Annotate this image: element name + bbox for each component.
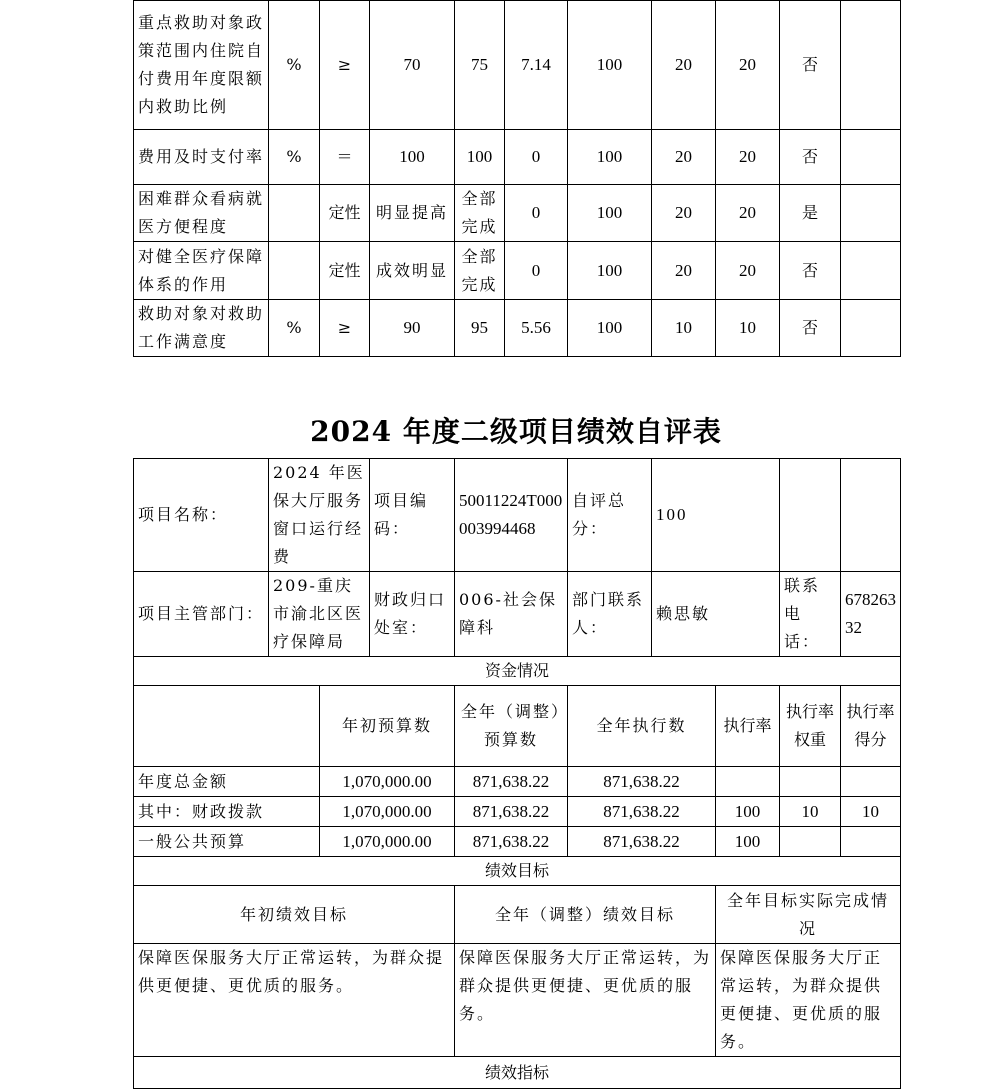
indicator-score: 20 xyxy=(716,185,780,242)
indicator-name: 救助对象对救助工作满意度 xyxy=(134,300,269,357)
fund-executed: 871,638.22 xyxy=(568,767,716,797)
fund-score: 10 xyxy=(841,797,901,827)
indicator-unit: % xyxy=(269,1,320,130)
indicator-extra xyxy=(841,300,901,357)
fund-rate xyxy=(716,767,780,797)
indicators-section-label: 绩效指标 xyxy=(134,1057,901,1089)
fund-weight xyxy=(780,767,841,797)
indicator-unit xyxy=(269,185,320,242)
indicator-name: 对健全医疗保障体系的作用 xyxy=(134,242,269,300)
indicator-operator: ≥ xyxy=(320,300,370,357)
indicator-score: 20 xyxy=(716,242,780,300)
indicator-deviation: 0 xyxy=(505,185,568,242)
project-code-value: 50011224T000003994468 xyxy=(455,459,568,572)
page-title: 2024 年度二级项目绩效自评表 xyxy=(310,415,722,448)
fund-adjusted: 871,638.22 xyxy=(455,767,568,797)
fund-adjusted: 871,638.22 xyxy=(455,797,568,827)
dept-label: 项目主管部门： xyxy=(134,572,269,657)
fund-initial: 1,070,000.00 xyxy=(320,797,455,827)
header-initial-goal: 年初绩效目标 xyxy=(134,886,455,944)
indicator-rate: 100 xyxy=(568,300,652,357)
adjusted-goal-text: 保障医保服务大厅正常运转，为群众提供更便捷、更优质的服务。 xyxy=(455,944,716,1057)
table-row xyxy=(134,300,901,357)
indicator-target: 成效明显 xyxy=(370,242,455,300)
indicator-extra xyxy=(841,185,901,242)
fund-executed: 871,638.22 xyxy=(568,827,716,857)
project-info-row xyxy=(134,459,901,572)
table-row xyxy=(134,130,901,185)
fund-weight: 10 xyxy=(780,797,841,827)
indicator-actual: 全部完成 xyxy=(455,242,505,300)
indicator-score: 20 xyxy=(716,1,780,130)
indicator-weight: 20 xyxy=(652,130,716,185)
section-header xyxy=(134,1057,901,1089)
fund-score xyxy=(841,767,901,797)
indicator-target: 90 xyxy=(370,300,455,357)
indicator-target: 明显提高 xyxy=(370,185,455,242)
indicator-weight: 20 xyxy=(652,242,716,300)
indicator-operator: ＝ xyxy=(320,130,370,185)
table-row xyxy=(134,797,901,827)
phone-label: 联系电话： xyxy=(780,572,841,657)
project-name-value: 2024 年医保大厅服务窗口运行经费 xyxy=(269,459,370,572)
header-initial-budget: 年初预算数 xyxy=(320,686,455,767)
indicator-unit: % xyxy=(269,300,320,357)
contact-value: 赖思敏 xyxy=(652,572,780,657)
table-row xyxy=(134,1,901,130)
indicator-rate: 100 xyxy=(568,1,652,130)
goals-section-label: 绩效目标 xyxy=(134,857,901,886)
indicator-extra xyxy=(841,130,901,185)
table-row xyxy=(134,185,901,242)
indicator-extra xyxy=(841,1,901,130)
goals-header-row xyxy=(134,886,901,944)
fund-row-label: 其中：财政拨款 xyxy=(134,797,320,827)
indicator-unit xyxy=(269,242,320,300)
table-row xyxy=(134,767,901,797)
self-score-label: 自评总分： xyxy=(568,459,652,572)
indicator-operator: 定性 xyxy=(320,242,370,300)
initial-goal-text: 保障医保服务大厅正常运转，为群众提供更便捷、更优质的服务。 xyxy=(134,944,455,1057)
fund-initial: 1,070,000.00 xyxy=(320,827,455,857)
header-actual-completion: 全年目标实际完成情况 xyxy=(716,886,901,944)
section-header xyxy=(134,857,901,886)
goals-value-row xyxy=(134,944,901,1057)
indicator-rate: 100 xyxy=(568,130,652,185)
indicator-flag: 否 xyxy=(780,300,841,357)
header-exec-weight: 执行率权重 xyxy=(780,686,841,767)
dept-info-row xyxy=(134,572,901,657)
indicator-rate: 100 xyxy=(568,242,652,300)
header-exec-rate: 执行率 xyxy=(716,686,780,767)
indicator-target: 100 xyxy=(370,130,455,185)
self-evaluation-table xyxy=(133,458,901,1089)
indicator-unit: % xyxy=(269,130,320,185)
indicator-deviation: 0 xyxy=(505,130,568,185)
fund-rate: 100 xyxy=(716,797,780,827)
phone-value: 67826332 xyxy=(841,572,901,657)
indicator-target: 70 xyxy=(370,1,455,130)
indicator-name: 困难群众看病就医方便程度 xyxy=(134,185,269,242)
project-code-label: 项目编码： xyxy=(370,459,455,572)
section-header xyxy=(134,657,901,686)
fund-row-label: 年度总金额 xyxy=(134,767,320,797)
indicator-name: 重点救助对象政策范围内住院自付费用年度限额内救助比例 xyxy=(134,1,269,130)
indicator-actual: 75 xyxy=(455,1,505,130)
fund-executed: 871,638.22 xyxy=(568,797,716,827)
contact-label: 部门联系人： xyxy=(568,572,652,657)
indicator-weight: 20 xyxy=(652,185,716,242)
office-value: 006-社会保障科 xyxy=(455,572,568,657)
indicator-flag: 否 xyxy=(780,242,841,300)
indicator-deviation: 7.14 xyxy=(505,1,568,130)
table-row xyxy=(134,242,901,300)
header-adjusted-budget: 全年（调整）预算数 xyxy=(455,686,568,767)
fund-weight xyxy=(780,827,841,857)
indicator-flag: 否 xyxy=(780,1,841,130)
indicator-extra xyxy=(841,242,901,300)
header-executed: 全年执行数 xyxy=(568,686,716,767)
project-name-label: 项目名称： xyxy=(134,459,269,572)
indicator-flag: 是 xyxy=(780,185,841,242)
indicator-deviation: 0 xyxy=(505,242,568,300)
indicator-table-continued xyxy=(133,0,901,357)
indicator-actual: 全部完成 xyxy=(455,185,505,242)
indicator-operator: ≥ xyxy=(320,1,370,130)
header-exec-score: 执行率得分 xyxy=(841,686,901,767)
actual-completion-text: 保障医保服务大厅正常运转，为群众提供更便捷、更优质的服务。 xyxy=(716,944,901,1057)
fund-rate: 100 xyxy=(716,827,780,857)
header-adjusted-goal: 全年（调整）绩效目标 xyxy=(455,886,716,944)
funds-section-label: 资金情况 xyxy=(134,657,901,686)
indicator-weight: 20 xyxy=(652,1,716,130)
indicator-flag: 否 xyxy=(780,130,841,185)
indicator-deviation: 5.56 xyxy=(505,300,568,357)
self-score-value: 100 xyxy=(652,459,780,572)
table-row xyxy=(134,827,901,857)
fund-adjusted: 871,638.22 xyxy=(455,827,568,857)
indicator-score: 10 xyxy=(716,300,780,357)
indicator-actual: 95 xyxy=(455,300,505,357)
fund-initial: 1,070,000.00 xyxy=(320,767,455,797)
indicator-rate: 100 xyxy=(568,185,652,242)
indicator-actual: 100 xyxy=(455,130,505,185)
indicator-name: 费用及时支付率 xyxy=(134,130,269,185)
indicator-weight: 10 xyxy=(652,300,716,357)
indicator-score: 20 xyxy=(716,130,780,185)
dept-value: 209-重庆市渝北区医疗保障局 xyxy=(269,572,370,657)
fund-row-label: 一般公共预算 xyxy=(134,827,320,857)
indicator-operator: 定性 xyxy=(320,185,370,242)
fund-score xyxy=(841,827,901,857)
office-label: 财政归口处室： xyxy=(370,572,455,657)
funds-header-row xyxy=(134,686,901,767)
